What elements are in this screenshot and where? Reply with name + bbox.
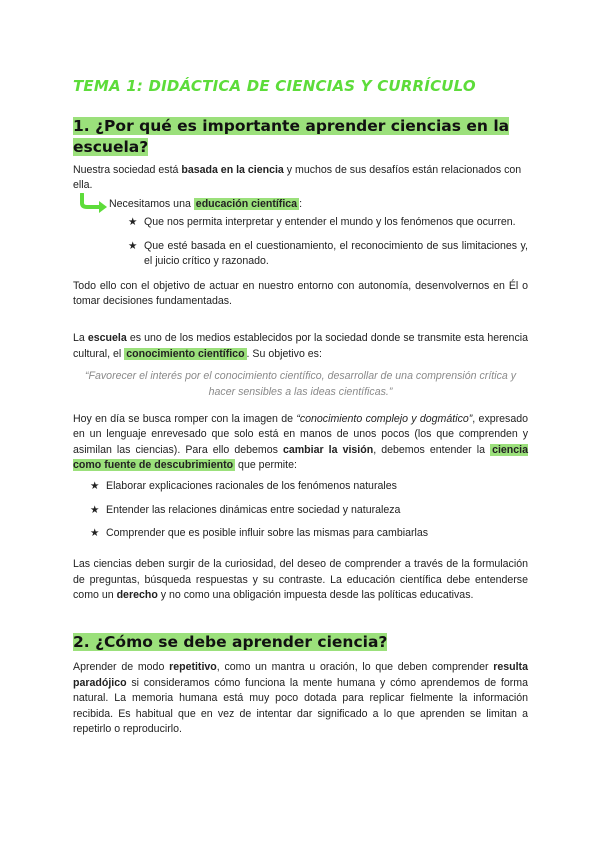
section-1 xyxy=(73,116,528,604)
star-icon: ★ xyxy=(90,480,100,493)
paragraph-curiosidad: Las ciencias deben surgir de la curiosidad, del deseo de comprender a través de la formulación de preguntas, búsqueda respuestas y su contraste. La educación científica debe entenderse como un derecho y no como una obligación impuesta desde las políticas educativas. xyxy=(73,558,528,602)
list-item: ★ Que nos permita interpretar y entender el mundo y los fenómenos que ocurren. xyxy=(128,215,528,230)
list-item: ★ Elaborar explicaciones racionales de los fenómenos naturales xyxy=(90,479,528,494)
star-icon: ★ xyxy=(90,527,100,540)
star-icon: ★ xyxy=(90,503,100,516)
highlight-educacion: educación científica xyxy=(195,198,298,211)
outer-bullet-list xyxy=(90,479,528,541)
star-icon: ★ xyxy=(128,240,138,253)
curved-arrow-icon xyxy=(79,193,109,213)
quote: “Favorecer el interés por el conocimiento científico, desarrollar de una comprensión crítica y hacer sensibles a las ideas científicas.” xyxy=(84,370,516,398)
star-icon: ★ xyxy=(128,215,138,228)
paragraph-objective: Todo ello con el objetivo de actuar en nuestro entorno con autonomía, desenvolvernos en Él o tomar decisiones fundamentadas. xyxy=(73,279,528,308)
list-item: ★ Comprender que es posible influir sobre las mismas para cambiarlas xyxy=(90,526,528,541)
section-1-heading: 1. ¿Por qué es importante aprender ciencias en la escuela? xyxy=(73,116,510,156)
paragraph-vision: Hoy en día se busca romper con la imagen de “conocimiento complejo y dogmático”, expresado en un lenguaje enrevesado que solo está en manos de unos pocos (los que comprenden y asimilan las ciencias). Para ello debemos cambiar la visión, debemos entender la ciencia como fuente de descubrimiento que permite: xyxy=(73,412,529,471)
arrow-point: Necesitamos una educación científica : xyxy=(73,197,528,212)
list-item: ★ Que esté basada en el cuestionamiento, el reconocimiento de sus limitaciones y, el juicio crítico y razonado. xyxy=(128,240,528,268)
paragraph-society: Nuestra sociedad está basada en la ciencia y muchos de sus desafíos están relacionados con ella. xyxy=(73,163,522,191)
paragraph-escuela: La escuela es uno de los medios establecidos por la sociedad donde se transmite esta herencia cultural, el conocimiento científico . Su objetivo es: xyxy=(73,332,528,360)
list-item: ★ Entender las relaciones dinámicas entre sociedad y naturaleza xyxy=(90,503,528,518)
document-title: TEMA 1: DIDÁCTICA DE CIENCIAS Y CURRÍCULO xyxy=(73,77,476,95)
inner-bullet-list xyxy=(128,215,528,270)
document-page xyxy=(73,70,528,737)
section-2-heading: 2. ¿Cómo se debe aprender ciencia? xyxy=(73,632,388,651)
highlight-conocimiento: conocimiento científico xyxy=(126,347,245,360)
paragraph-repetitivo: Aprender de modo repetitivo, como un mantra u oración, lo que deben comprender resulta paradójico si consideramos cómo funciona la mente humana y cómo aprendemos de forma natural. La memoria humana está muy poco dotada para replicar fielmente la información recibida. Es habitual que en vez de intentar dar significado a lo que aprenden se limitan a repetirlo o reproducirlo. xyxy=(73,661,528,735)
highlight-ciencia: ciencia como fuente de descubrimiento xyxy=(73,443,528,471)
section-2 xyxy=(73,632,528,738)
